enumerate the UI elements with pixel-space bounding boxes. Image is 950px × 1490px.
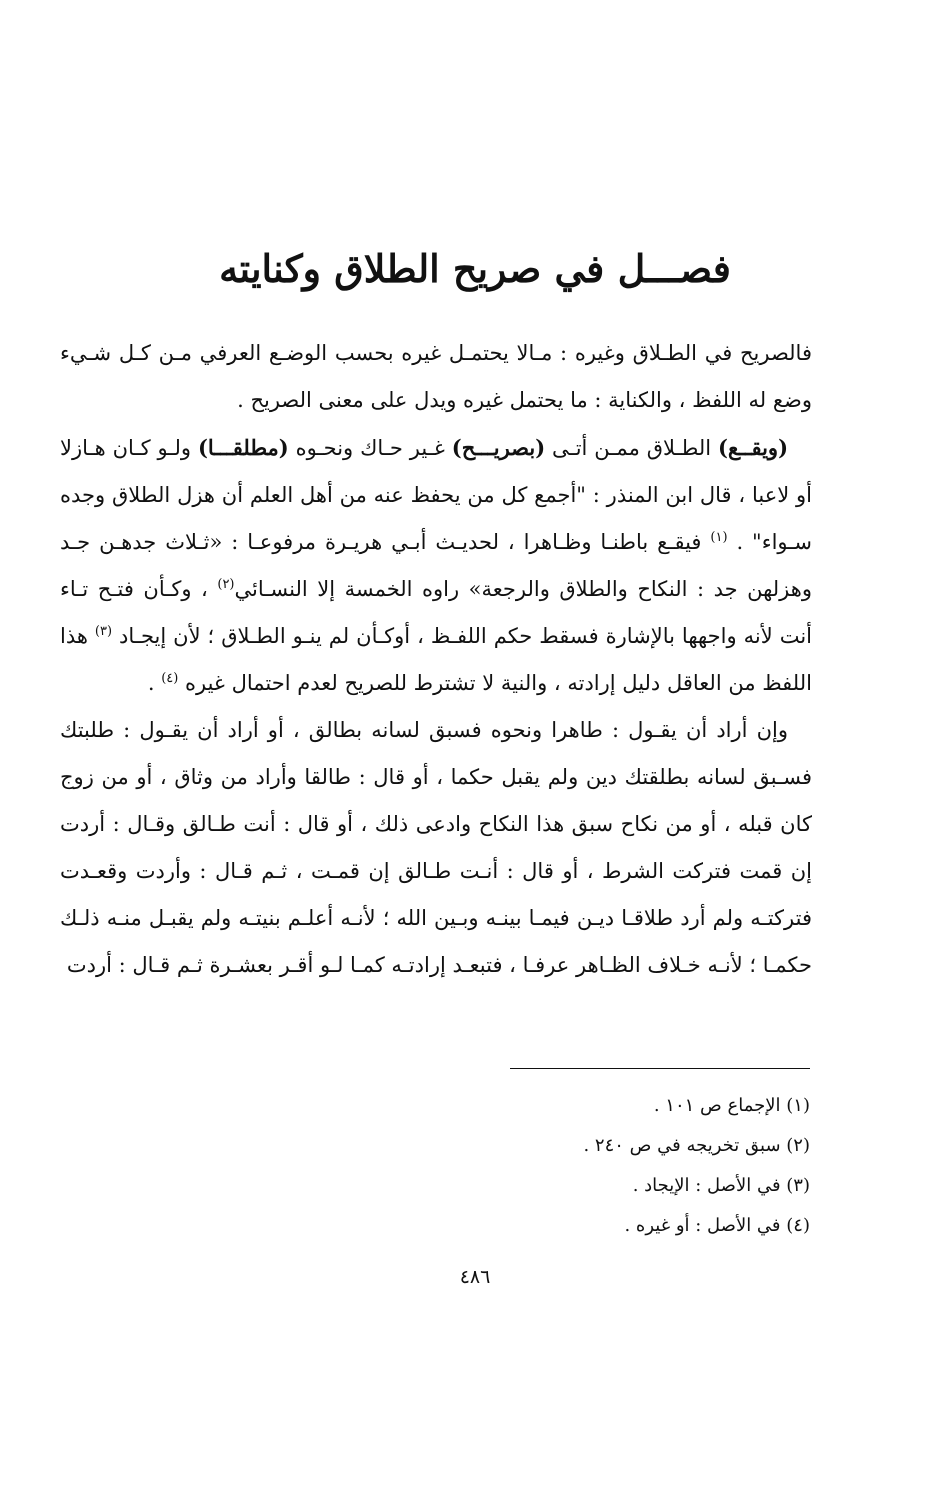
- footnote-divider: [510, 1068, 810, 1069]
- footnote-ref-4[interactable]: (٤): [161, 671, 179, 686]
- footnote-2: (٢) سبق تخريجه في ص ٢٤٠ .: [583, 1135, 810, 1156]
- footnotes: [300, 1086, 810, 1246]
- paragraph-ruling-segment: الطـلاق ممـن أتـى: [545, 436, 719, 460]
- paragraph-ruling-segment: فيقـع باطنـا وظـاهرا ، لحديـث أبـي هريـرة مرفوعـا : «ثـلاث جدهـن جـد وهزلهن جد : النكاح والطلاق والرجعة» راوه الخمسة إلا النسـائي: [60, 530, 812, 601]
- paragraph-ruling-segment: هذا اللفظ من العاقل دليل إرادته ، والنية لا تشترط للصريح لعدم احتمال غيره: [60, 624, 812, 695]
- paragraph-ruling-segment: غـير حـاك ونحـوه: [288, 436, 452, 460]
- paragraph-ruling: [60, 424, 812, 707]
- bold-term-yaqa: (ويقــع): [718, 435, 789, 460]
- page-number: ٤٨٦: [459, 1266, 491, 1288]
- paragraph-ruling-segment: ولـو كـان هـازلا أو لاعبا ، قال ابن المنذر : "أجمع كل من يحفظ عنه من أهل العلم أن هزل الطلاق وجده سـواء" .: [60, 436, 812, 554]
- footnote-ref-1[interactable]: (١): [710, 530, 728, 545]
- chapter-title: فصـــل في صريح الطلاق وكنايته: [219, 246, 731, 292]
- bold-term-mutlaqan: (مطلقـــا): [197, 435, 289, 460]
- footnote-1: (١) الإجماع ص ١٠١ .: [653, 1095, 810, 1116]
- paragraph-ruling-segment: .: [147, 671, 162, 695]
- paragraph-definition: فالصريح في الطـلاق وغيره : مـالا يحتمـل غيره بحسب الوضـع العرفي مـن كـل شـيء وضع له اللفظ ، والكناية : ما يحتمل غيره ويدل على معنى الصريح .: [60, 341, 812, 412]
- main-text: [60, 330, 812, 989]
- footnote-ref-3[interactable]: (٣): [94, 624, 113, 639]
- paragraph-ruling-segment: ، وكـأن فتـح تـاء أنت لأنه واجهها بالإشارة فسقط حكم اللفـظ ، أوكـأن لم ينـو الطـلاق ؛ لأن إيجـاد: [60, 577, 812, 648]
- footnote-4: (٤) في الأصل : أو غيره .: [624, 1215, 810, 1236]
- paragraph-intention: وإن أراد أن يقـول : طاهرا ونحوه فسبق لسانه بطالق ، أو أراد أن يقـول : طلبتك فسـبق لسانه بطلقتك دين ولم يقبل حكما ، أو قال : طالقا وأراد من وثاق ، أو من زوج كان قبله ، أو من نكاح سبق هذا النكاح وادعى ذلك ، أو قال : أنت طـالق وقـال : أردت إن قمت فتركت الشرط ، أو قال : أنـت طـالق إن قمـت ، ثـم قـال : وأردت وقعـدت فتركتـه ولم أرد طلاقـا ديـن فيمـا بينـه وبـين الله ؛ لأنـه أعلـم بنيتـه ولم يقبـل منـه ذلـك حكمـا ؛ لأنـه خـلاف الظـاهر عرفـا ، فتبعـد إرادتـه كمـا لـو أقـر بعشـرة ثـم قـال : أردت: [60, 718, 812, 977]
- footnote-3: (٣) في الأصل : الإيجاد .: [632, 1175, 810, 1196]
- footnote-ref-2[interactable]: (٢): [217, 577, 235, 592]
- bold-term-sarih: (بصريـــح): [451, 435, 546, 460]
